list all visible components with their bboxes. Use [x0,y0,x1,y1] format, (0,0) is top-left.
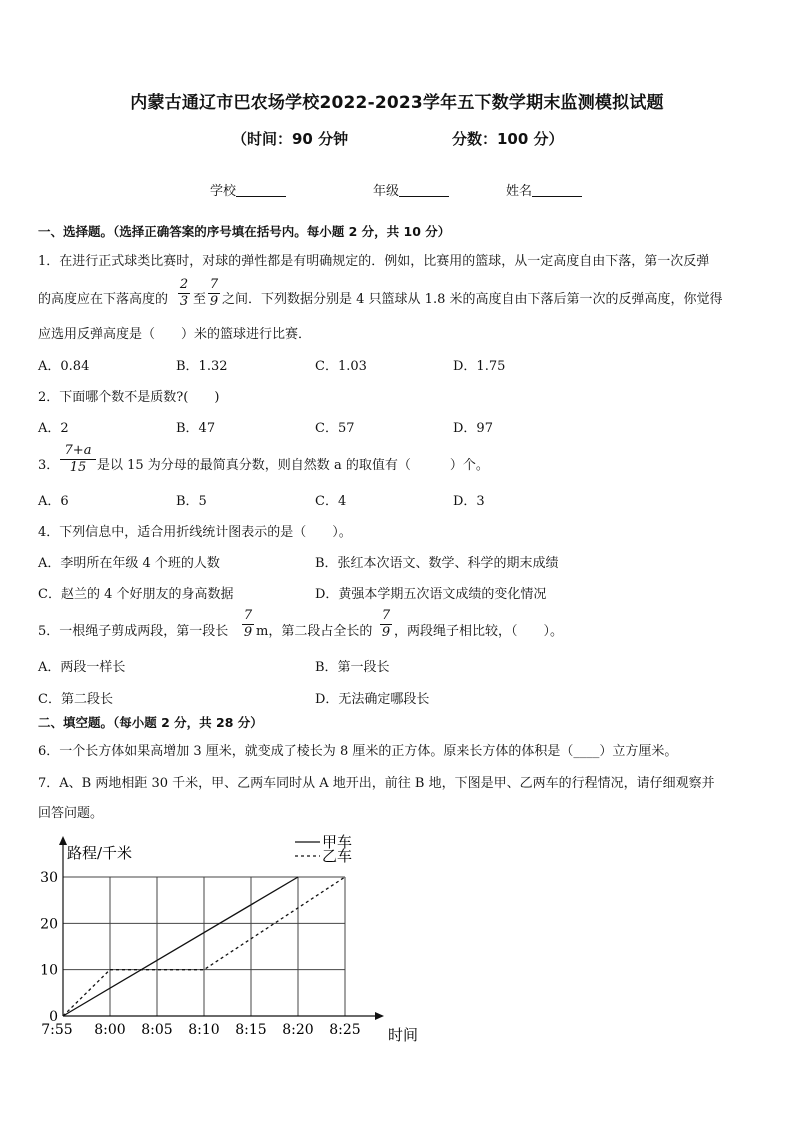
x-tick-label: 8:10 [188,1022,220,1038]
q1-line3: 应选用反弹高度是（ ）米的篮球进行比赛． [38,327,312,342]
q1-option-d: D．1.75 [453,359,506,374]
q1-frac2-num: 7 [209,277,219,292]
q5-part-c: ，两段绳子相比较，（ ）。 [394,624,564,639]
q1-frac1-num: 2 [179,277,189,292]
y-tick-label: 20 [40,916,58,933]
q1-option-c: C．1.03 [315,359,367,374]
q3-frac-num: 7+a [64,443,92,458]
q1-option-b: B．1.32 [176,359,228,374]
x-axis-arrow [375,1012,384,1020]
grade-label: 年级 [373,184,400,199]
x-tick-label: 8:00 [94,1022,126,1038]
q3-option-c: C．4 [315,494,347,509]
y-tick-label: 10 [40,962,58,979]
total-score: 分数：100 分） [452,130,564,148]
name-field [506,180,582,199]
q5-frac2-num: 7 [381,608,391,623]
name-blank [532,182,582,197]
q1-line2b: 至 [193,292,207,307]
q3-option-a: A．6 [38,494,69,509]
q3-option-b: B．5 [176,494,207,509]
q5-fraction-1 [242,609,254,640]
q5-frac2-den: 9 [381,625,391,640]
time-limit: （时间：90 分钟 [232,130,349,148]
travel-distance-chart [30,830,440,1055]
q5-frac1-num: 7 [243,608,253,623]
series-line-jia [63,877,298,1016]
legend-label: 乙车 [322,847,353,865]
x-tick-label: 8:15 [235,1022,267,1038]
q5-fraction-2 [380,609,392,640]
q1-line2c: 之间．下列数据分别是 4 只篮球从 1.8 米的高度自由下落后第一次的反弹高度，你觉得 [222,292,723,307]
section-2-heading: 二、填空题。（每小题 2 分，共 28 分） [38,715,263,730]
q7-line2: 回答问题。 [38,806,104,821]
q1-line2a: 的高度应在下落高度的 [38,292,169,307]
q1-line1: 1．在进行正式球类比赛时，对球的弹性都是有明确规定的．例如，比赛用的篮球，从一定高度自由下落，第一次反弹 [38,254,710,269]
q3-fraction [60,444,96,475]
y-tick-label: 30 [40,870,58,886]
q5-option-b: B．第一段长 [315,660,390,675]
q3-stem: 是以 15 为分母的最简真分数，则自然数 a 的取值有（ ）个。 [97,458,489,473]
q3-prefix: 3． [38,458,60,473]
q4-option-a: A．李明所在年级 4 个班的人数 [38,556,220,571]
grade-blank [399,182,449,197]
q4-option-b: B．张红本次语文、数学、科学的期末成绩 [315,556,559,571]
q1-fraction-2 [208,278,220,309]
q4-option-c: C．赵兰的 4 个好朋友的身高数据 [38,587,234,602]
q4-option-d: D．黄强本学期五次语文成绩的变化情况 [315,587,547,602]
y-axis-arrow [59,836,67,845]
q1-option-a: A．0.84 [38,359,90,374]
q7-line1: 7．A、B 两地相距 30 千米，甲、乙两车同时从 A 地开出，前往 B 地，下图是甲、乙两车的行程情况，请仔细观察并 [38,776,715,791]
q2-stem: 2．下面哪个数不是质数?( ) [38,390,220,405]
q5-part-a: 5．一根绳子剪成两段，第一段长 [38,624,229,639]
page-title: 内蒙古通辽市巴农场学校2022-2023学年五下数学期末监测模拟试题 [130,93,664,113]
q2-option-c: C．57 [315,421,355,436]
x-tick-label: 8:05 [141,1022,173,1038]
q6-stem: 6．一个长方体如果高增加 3 厘米，就变成了棱长为 8 厘米的正方体。原来长方体的体积是（____）立方厘米。 [38,744,678,759]
q5-frac1-den: 9 [243,625,253,640]
q3-frac-den: 15 [69,460,87,475]
x-tick-label: 7:55 [41,1022,73,1038]
section-1-heading: 一、选择题。（选择正确答案的序号填在括号内。每小题 2 分，共 10 分） [38,224,451,239]
school-blank [236,182,286,197]
q5-option-a: A．两段一样长 [38,660,126,675]
q1-frac2-den: 9 [209,294,219,309]
q2-option-d: D．97 [453,421,493,436]
q5-option-c: C．第二段长 [38,692,113,707]
x-axis-title: 时间 [388,1026,419,1044]
y-tick-label: 0 [49,1009,58,1025]
x-tick-label: 8:20 [282,1022,314,1038]
name-label: 姓名 [506,184,533,199]
q2-option-a: A．2 [38,421,69,436]
y-axis-title: 路程/千米 [67,844,133,862]
q1-fraction-1 [178,278,190,309]
legend-label: 甲车 [322,833,353,851]
q3-option-d: D．3 [453,494,485,509]
x-tick-label: 8:25 [329,1022,361,1038]
q5-option-d: D．无法确定哪段长 [315,692,430,707]
q2-option-b: B．47 [176,421,216,436]
q5-part-b: m，第二段占全长的 [256,624,373,639]
q4-stem: 4．下列信息中，适合用折线统计图表示的是（ ）。 [38,525,352,540]
q1-frac1-den: 3 [179,294,189,309]
grade-field [373,180,449,199]
school-field [210,180,286,199]
school-label: 学校 [210,184,237,199]
